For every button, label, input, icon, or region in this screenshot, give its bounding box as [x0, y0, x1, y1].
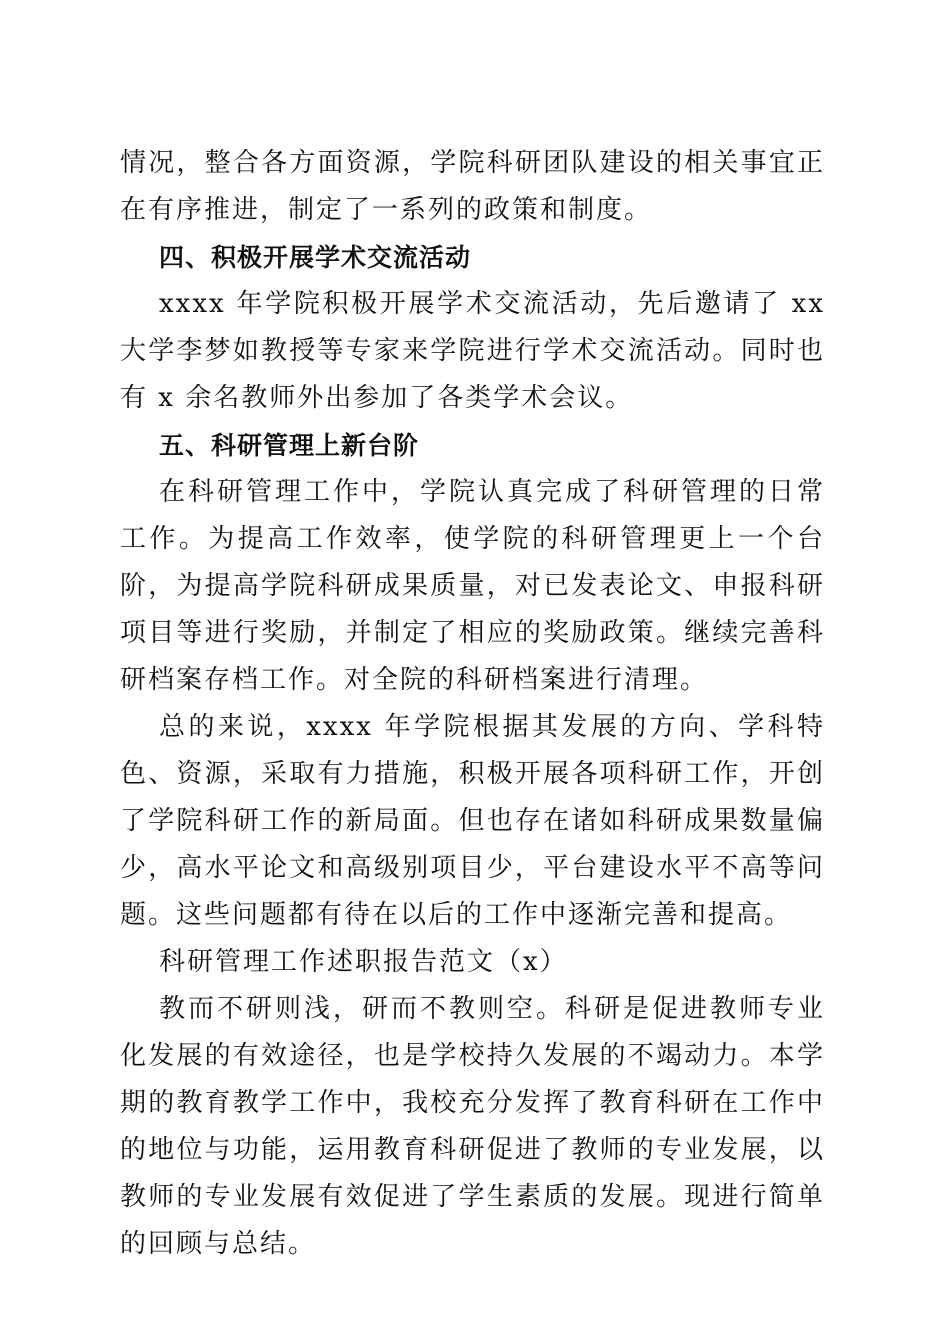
paragraph-summary: 总的来说，xxxx 年学院根据其发展的方向、学科特色、资源，采取有力措施，积极开展各项科研工作，开创了学院科研工作的新局面。但也存在诸如科研成果数量偏少，高水平论文和高级别项目少，平台建设水平不高等问题。这些问题都有待在以后的工作中逐渐完善和提高。: [120, 712, 825, 930]
section-title: 科研管理工作述职报告范文（x）: [159, 947, 568, 977]
heading-research-management: 五、科研管理上新台阶: [159, 431, 420, 460]
document-body: [120, 140, 825, 1268]
heading-academic-exchange: 四、积极开展学术交流活动: [159, 243, 472, 272]
paragraph-academic-exchange: xxxx 年学院积极开展学术交流活动，先后邀请了 xx 大学李梦如教授等专家来学院进行学术交流活动。同时也有 x 余名教师外出参加了各类学术会议。: [120, 289, 825, 413]
paragraph-research-management: 在科研管理工作中，学院认真完成了科研管理的日常工作。为提高工作效率，使学院的科研管理更上一个台阶，为提高学院科研成果质量，对已发表论文、申报科研项目等进行奖励，并制定了相应的奖励政策。继续完善科研档案存档工作。对全院的科研档案进行清理。: [120, 477, 825, 695]
paragraph-continuation: 情况，整合各方面资源，学院科研团队建设的相关事宜正在有序推进，制定了一系列的政策和制度。: [120, 148, 825, 225]
paragraph-introduction: 教而不研则浅，研而不教则空。科研是促进教师专业化发展的有效途径，也是学校持久发展的不竭动力。本学期的教育教学工作中，我校充分发挥了教育科研在工作中的地位与功能，运用教育科研促进了教师的专业发展，以教师的专业发展有效促进了学生素质的发展。现进行简单的回顾与总结。: [120, 994, 825, 1259]
